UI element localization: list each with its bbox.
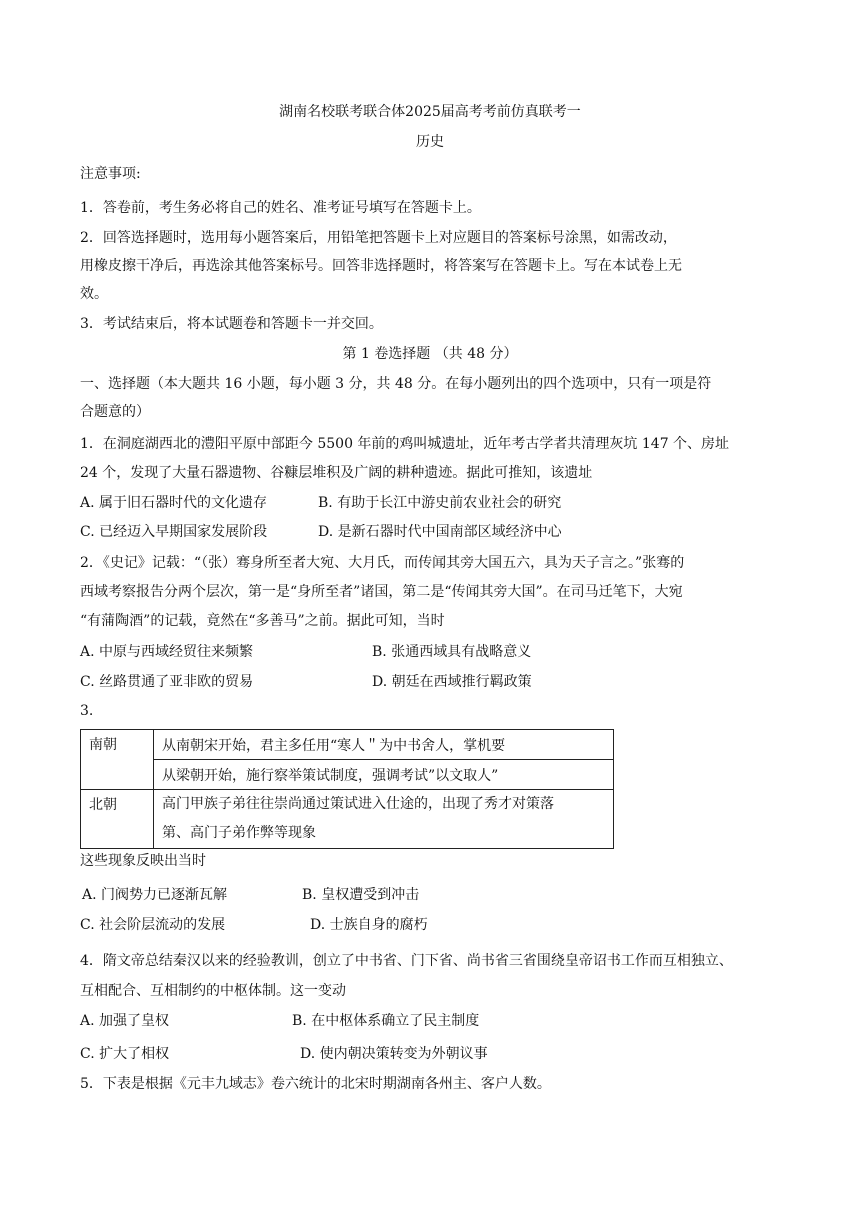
table-row	[81, 790, 614, 849]
q4-option-c: C. 扩大了相权	[80, 1046, 170, 1062]
q4-option-a: A. 加强了皇权	[80, 1013, 170, 1029]
q2-option-b: B. 张通西域具有战略意义	[372, 644, 532, 660]
section-intro: 一、选择题（本大题共 16 小题，每小题 3 分，共 48 分。在每小题列出的四个选项中，只有一项是符	[80, 376, 712, 392]
notice-heading: 注意事项:	[80, 166, 141, 182]
q2-stem: 西域考察报告分两个层次，第一是“身所至者”诸国，第二是“传闻其旁大国”。在司马迁笔下，大宛	[80, 584, 683, 600]
q3-option-a: A. 门阀势力已逐渐瓦解	[82, 887, 228, 903]
q1-option-a: A. 属于旧石器时代的文化遗存	[80, 495, 268, 511]
north-row	[154, 790, 614, 849]
q3-option-b: B. 皇权遭受到冲击	[302, 887, 420, 903]
notice-item: 效。	[80, 286, 108, 302]
north-row-line: 高门甲族子弟往往崇尚通过策试进入仕途的，出现了秀才对策落	[162, 796, 554, 812]
notice-item: 2．回答选择题时，选用每小题答案后，用铅笔把答题卡上对应题目的答案标号涂黑，如需改动，	[80, 230, 677, 246]
q2-stem: 2．《史记》记载：“（张）骞身所至者大宛、大月氏，而传闻其旁大国五六，具为天子言之。”张骞的	[80, 555, 685, 571]
q5-stem: 5．下表是根据《元丰九域志》卷六统计的北宋时期湖南各州主、客户人数。	[80, 1076, 551, 1092]
q3-option-d: D. 士族自身的腐朽	[310, 917, 428, 933]
q2-option-a: A. 中原与西域经贸往来频繁	[80, 644, 254, 660]
q3-stem: 这些现象反映出当时	[80, 853, 206, 869]
subject-title: 历史	[416, 134, 444, 150]
q2-option-c: C. 丝路贯通了亚非欧的贸易	[80, 674, 254, 690]
q4-option-d: D. 使内朝决策转变为外朝议事	[300, 1046, 488, 1062]
table-row	[81, 760, 614, 790]
north-dynasty-label: 北朝	[81, 790, 154, 849]
south-row-2: 从梁朝开始，施行察举策试制度，强调考试”以文取人”	[154, 760, 614, 790]
north-row-line: 第、高门子弟作弊等现象	[162, 825, 316, 841]
notice-item: 用橡皮擦干净后，再选涂其他答案标号。回答非选择题时，将答案写在答题卡上。写在本试卷上无	[80, 258, 682, 274]
notice-item: 1．答卷前，考生务必将自己的姓名、准考证号填写在答题卡上。	[80, 200, 481, 216]
q1-option-d: D. 是新石器时代中国南部区域经济中心	[318, 524, 562, 540]
section-intro: 合题意的）	[80, 404, 150, 420]
notice-item: 3．考试结束后，将本试题卷和答题卡一并交回。	[80, 316, 383, 332]
table-row	[81, 730, 614, 760]
south-dynasty-label: 南朝	[81, 730, 154, 790]
q4-stem: 4．隋文帝总结秦汉以来的经验教训，创立了中书省、门下省、尚书省三省围绕皇帝诏书工作而互相独立、	[80, 953, 733, 969]
q2-option-d: D. 朝廷在西域推行羁政策	[372, 674, 532, 690]
q4-stem: 互相配合、互相制约的中枢体制。这一变动	[80, 983, 346, 999]
q3-table	[80, 729, 614, 849]
q1-option-c: C. 已经迈入早期国家发展阶段	[80, 524, 268, 540]
q1-stem: 1．在洞庭湖西北的澧阳平原中部距今 5500 年前的鸡叫城遗址，近年考古学者共清理灰坑 147 个、房址	[80, 436, 730, 452]
q1-stem: 24 个，发现了大量石器遗物、谷糠层堆积及广阔的耕种遗迹。据此可推知，该遗址	[80, 465, 593, 481]
q3-option-c: C. 社会阶层流动的发展	[80, 917, 226, 933]
q4-option-b: B. 在中枢体系确立了民主制度	[292, 1013, 480, 1029]
south-row-1: 从南朝宋开始，君主多任用“寒人＂为中书舍人，掌机要	[154, 730, 614, 760]
section-title: 第 1 卷选择题 （共 48 分）	[342, 346, 518, 362]
q2-stem: “有蒲陶酒”的记载，竟然在“多善马”之前。据此可知，当时	[80, 613, 445, 629]
exam-title: 湖南名校联考联合体2025届高考考前仿真联考一	[279, 104, 581, 120]
q1-option-b: B. 有助于长江中游史前农业社会的研究	[318, 495, 562, 511]
q3-number: 3.	[80, 703, 94, 719]
